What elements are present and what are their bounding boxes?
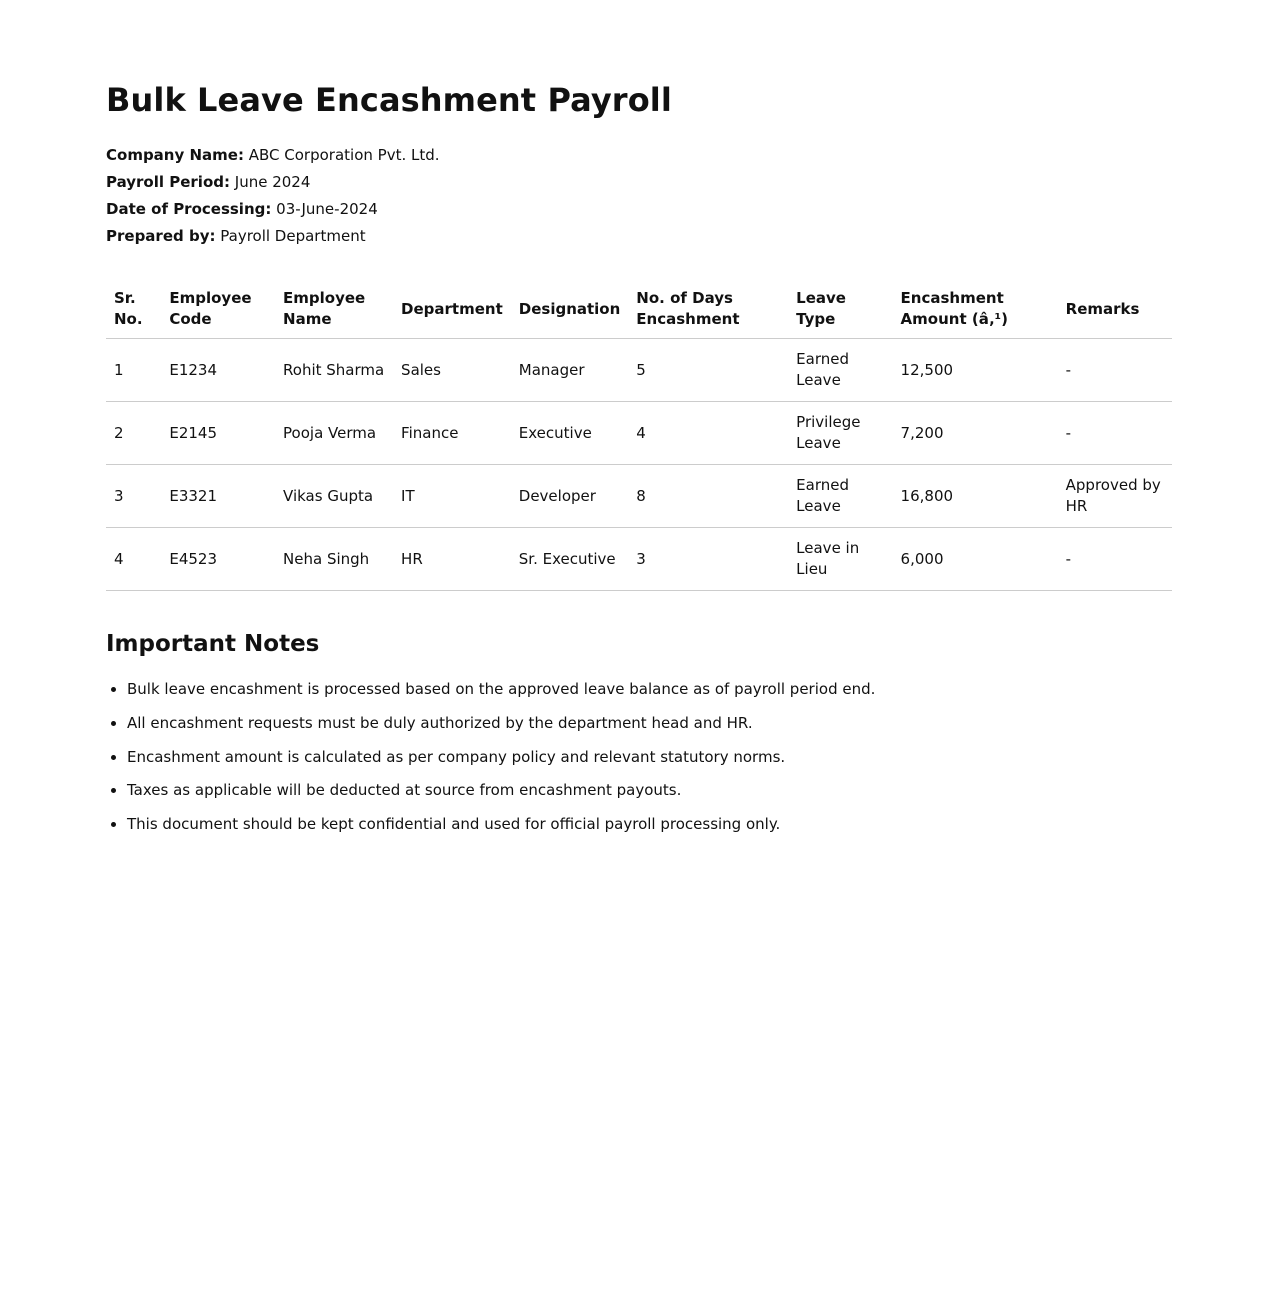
cell-remarks: Approved by HR [1058, 465, 1172, 528]
table-row [106, 402, 1172, 465]
list-item: • Taxes as applicable will be deducted at source from encashment payouts. [127, 780, 1172, 800]
meta-prepared-by [106, 223, 1172, 250]
cell-employee-name: Rohit Sharma [275, 339, 393, 402]
cell-sr-no: 3 [106, 465, 161, 528]
cell-days-encashment: 4 [628, 402, 788, 465]
header-encashment-amount: Encashment Amount (â‚¹) [893, 280, 1058, 339]
table-row [106, 528, 1172, 591]
header-sr-no: Sr. No. [106, 280, 161, 339]
cell-employee-name: Pooja Verma [275, 402, 393, 465]
cell-employee-name: Vikas Gupta [275, 465, 393, 528]
meta-label: Date of Processing: [106, 200, 272, 218]
list-item: • This document should be kept confidential and used for official payroll processing only. [127, 814, 1172, 834]
cell-encashment-amount: 16,800 [893, 465, 1058, 528]
cell-leave-type: Leave in Lieu [788, 528, 892, 591]
cell-days-encashment: 3 [628, 528, 788, 591]
cell-employee-name: Neha Singh [275, 528, 393, 591]
cell-department: Sales [393, 339, 511, 402]
encashment-table [106, 280, 1172, 591]
cell-designation: Developer [511, 465, 629, 528]
meta-value: ABC Corporation Pvt. Ltd. [248, 146, 440, 164]
header-employee-code: Employee Code [161, 280, 275, 339]
header-leave-type: Leave Type [788, 280, 892, 339]
meta-date-of-processing [106, 196, 1172, 223]
cell-days-encashment: 8 [628, 465, 788, 528]
cell-designation: Executive [511, 402, 629, 465]
meta-payroll-period [106, 169, 1172, 196]
header-remarks: Remarks [1058, 280, 1172, 339]
cell-employee-code: E2145 [161, 402, 275, 465]
meta-value: June 2024 [234, 173, 311, 191]
meta-label: Company Name: [106, 146, 244, 164]
cell-remarks: - [1058, 528, 1172, 591]
meta-label: Prepared by: [106, 227, 216, 245]
cell-leave-type: Privilege Leave [788, 402, 892, 465]
table-row [106, 465, 1172, 528]
table-header-row [106, 280, 1172, 339]
list-item: • All encashment requests must be duly authorized by the department head and HR. [127, 713, 1172, 733]
cell-days-encashment: 5 [628, 339, 788, 402]
notes-list [106, 679, 1172, 834]
cell-sr-no: 1 [106, 339, 161, 402]
header-days-encashment: No. of Days Encashment [628, 280, 788, 339]
cell-department: HR [393, 528, 511, 591]
cell-leave-type: Earned Leave [788, 465, 892, 528]
cell-employee-code: E1234 [161, 339, 275, 402]
header-employee-name: Employee Name [275, 280, 393, 339]
meta-block [106, 142, 1172, 250]
cell-encashment-amount: 6,000 [893, 528, 1058, 591]
cell-department: IT [393, 465, 511, 528]
cell-sr-no: 2 [106, 402, 161, 465]
cell-sr-no: 4 [106, 528, 161, 591]
meta-value: 03-June-2024 [276, 200, 378, 218]
cell-employee-code: E4523 [161, 528, 275, 591]
cell-remarks: - [1058, 402, 1172, 465]
cell-leave-type: Earned Leave [788, 339, 892, 402]
table-row [106, 339, 1172, 402]
meta-label: Payroll Period: [106, 173, 230, 191]
cell-remarks: - [1058, 339, 1172, 402]
meta-company [106, 142, 1172, 169]
cell-encashment-amount: 7,200 [893, 402, 1058, 465]
list-item: • Encashment amount is calculated as per company policy and relevant statutory norms. [127, 747, 1172, 767]
cell-encashment-amount: 12,500 [893, 339, 1058, 402]
cell-department: Finance [393, 402, 511, 465]
page-title: Bulk Leave Encashment Payroll [106, 81, 672, 119]
header-designation: Designation [511, 280, 629, 339]
notes-heading: Important Notes [106, 631, 320, 657]
cell-designation: Sr. Executive [511, 528, 629, 591]
meta-value: Payroll Department [220, 227, 366, 245]
list-item: • Bulk leave encashment is processed based on the approved leave balance as of payroll period end. [127, 679, 1172, 699]
header-department: Department [393, 280, 511, 339]
cell-designation: Manager [511, 339, 629, 402]
cell-employee-code: E3321 [161, 465, 275, 528]
